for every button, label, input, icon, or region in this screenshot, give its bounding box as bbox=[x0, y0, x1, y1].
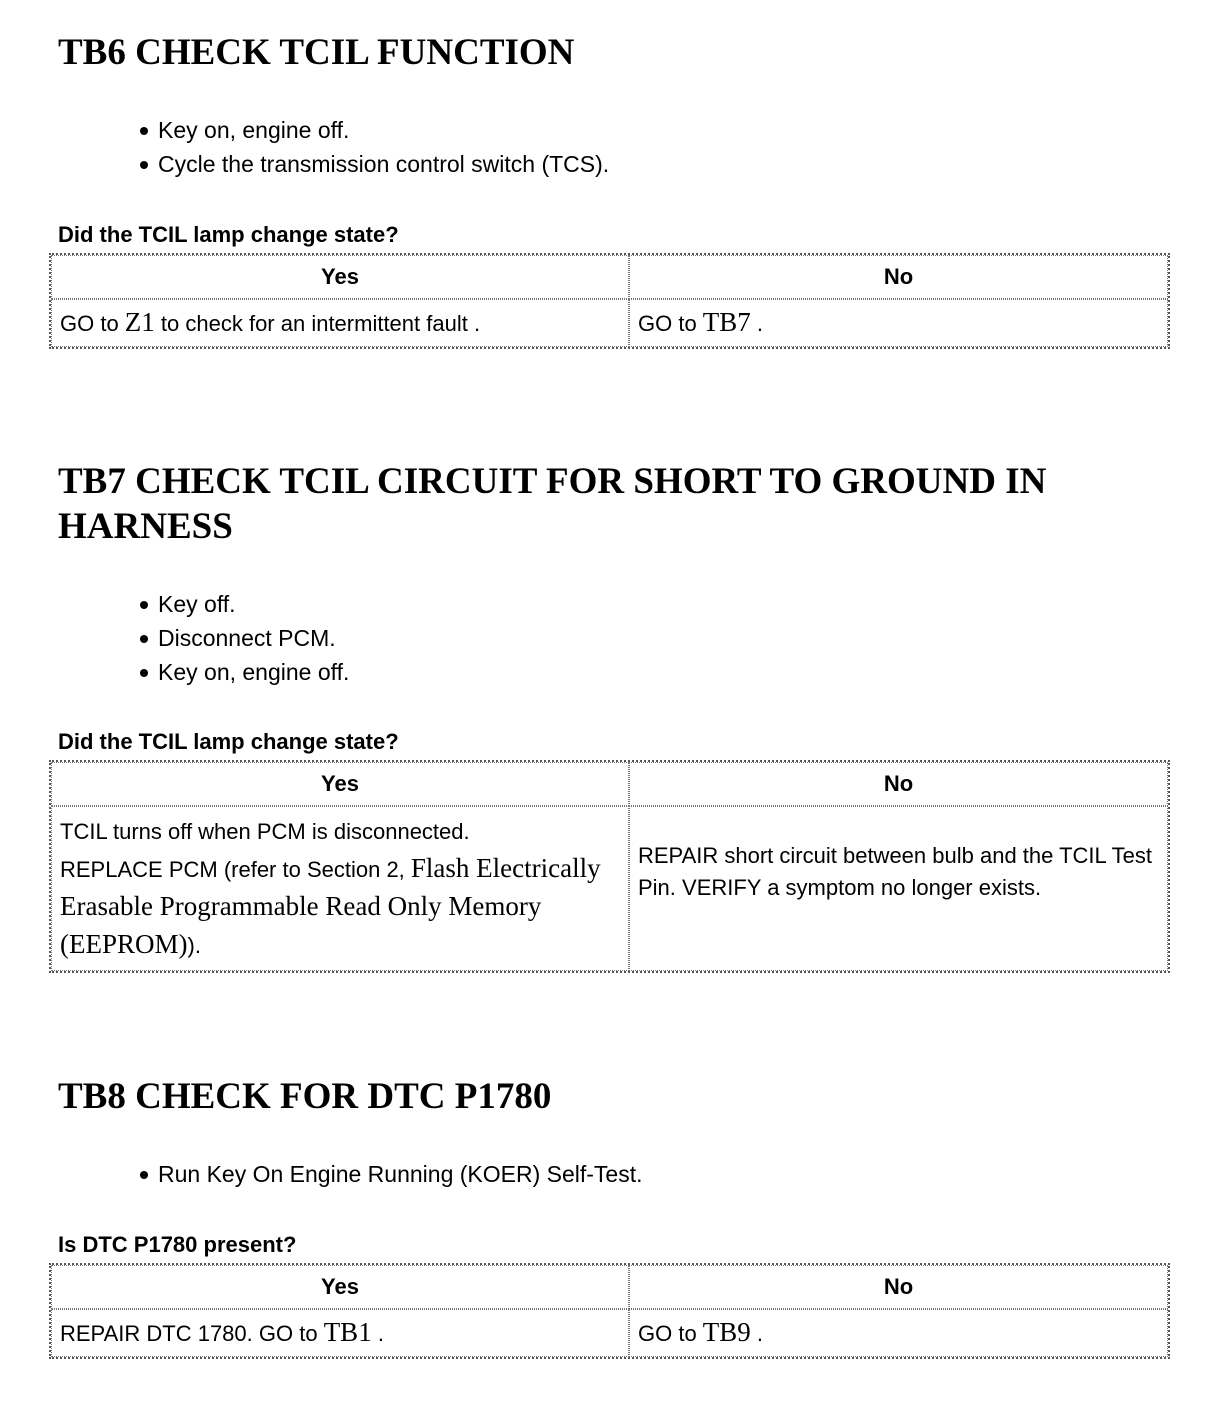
step-list-tb8 bbox=[140, 1157, 643, 1191]
cell-text: . bbox=[371, 1321, 384, 1346]
section-title-tb6: TB6 CHECK TCIL FUNCTION bbox=[58, 32, 575, 73]
section-title-tb7: TB7 CHECK TCIL CIRCUIT FOR SHORT TO GROUND IN HARNESS bbox=[58, 461, 1047, 547]
cell-yes bbox=[51, 299, 629, 347]
answer-table-tb7 bbox=[49, 760, 1170, 973]
cell-text: GO to bbox=[638, 311, 703, 336]
table-row bbox=[51, 806, 1168, 971]
step-item bbox=[140, 587, 349, 621]
link-flash-eeprom[interactable]: Flash Electrically Erasable Programmable Read Only Memory (EEPROM) bbox=[60, 853, 601, 959]
bullet-icon bbox=[140, 127, 148, 135]
header-no: No bbox=[629, 1265, 1168, 1309]
answer-table-tb6 bbox=[49, 253, 1170, 349]
cell-text: ). bbox=[187, 933, 201, 958]
bullet-icon bbox=[140, 669, 148, 677]
table-row bbox=[51, 299, 1168, 347]
step-list-tb7 bbox=[140, 587, 349, 689]
bullet-icon bbox=[140, 635, 148, 643]
cell-no bbox=[629, 1309, 1168, 1357]
link-tb1[interactable]: TB1 bbox=[323, 1317, 372, 1347]
link-tb7[interactable]: TB7 bbox=[702, 307, 751, 337]
cell-line: TCIL turns off when PCM is disconnected. bbox=[60, 819, 470, 844]
cell-yes bbox=[51, 1309, 629, 1357]
header-yes: Yes bbox=[51, 762, 629, 806]
step-item bbox=[140, 147, 609, 181]
link-z1[interactable]: Z1 bbox=[124, 307, 155, 337]
cell-text: REPAIR DTC 1780. GO to bbox=[60, 1321, 324, 1346]
step-text: Key on, engine off. bbox=[158, 117, 350, 143]
table-row bbox=[51, 1309, 1168, 1357]
header-yes: Yes bbox=[51, 1265, 629, 1309]
step-item bbox=[140, 621, 349, 655]
cell-yes bbox=[51, 806, 629, 971]
step-text: Cycle the transmission control switch (TCS). bbox=[158, 151, 610, 177]
table-header-row bbox=[51, 255, 1168, 299]
step-text: Disconnect PCM. bbox=[158, 625, 336, 651]
bullet-icon bbox=[140, 601, 148, 609]
step-text: Run Key On Engine Running (KOER) Self-Test. bbox=[158, 1161, 643, 1187]
step-text: Key on, engine off. bbox=[158, 659, 350, 685]
bullet-icon bbox=[140, 161, 148, 169]
step-item bbox=[140, 655, 349, 689]
header-no: No bbox=[629, 255, 1168, 299]
cell-text: GO to bbox=[638, 1321, 703, 1346]
step-item bbox=[140, 1157, 643, 1191]
bullet-icon bbox=[140, 1171, 148, 1179]
question-tb6: Did the TCIL lamp change state? bbox=[58, 222, 399, 247]
step-text: Key off. bbox=[158, 591, 236, 617]
section-title-tb8: TB8 CHECK FOR DTC P1780 bbox=[58, 1076, 552, 1117]
step-item bbox=[140, 113, 609, 147]
cell-no bbox=[629, 299, 1168, 347]
header-no: No bbox=[629, 762, 1168, 806]
cell-text: REPAIR short circuit between bulb and the TCIL Test Pin. VERIFY a symptom no longer exists. bbox=[638, 843, 1153, 900]
cell-text: GO to bbox=[60, 311, 125, 336]
link-tb9[interactable]: TB9 bbox=[702, 1317, 751, 1347]
cell-text: to check for an intermittent fault . bbox=[154, 311, 481, 336]
table-header-row bbox=[51, 1265, 1168, 1309]
table-header-row bbox=[51, 762, 1168, 806]
question-tb8: Is DTC P1780 present? bbox=[58, 1232, 297, 1257]
header-yes: Yes bbox=[51, 255, 629, 299]
step-list-tb6 bbox=[140, 113, 609, 181]
cell-text: . bbox=[750, 1321, 764, 1346]
answer-table-tb8 bbox=[49, 1263, 1170, 1359]
question-tb7: Did the TCIL lamp change state? bbox=[58, 729, 399, 754]
cell-text: REPLACE PCM (refer to Section 2, bbox=[60, 857, 411, 882]
cell-text: . bbox=[750, 311, 764, 336]
cell-no bbox=[629, 806, 1168, 971]
